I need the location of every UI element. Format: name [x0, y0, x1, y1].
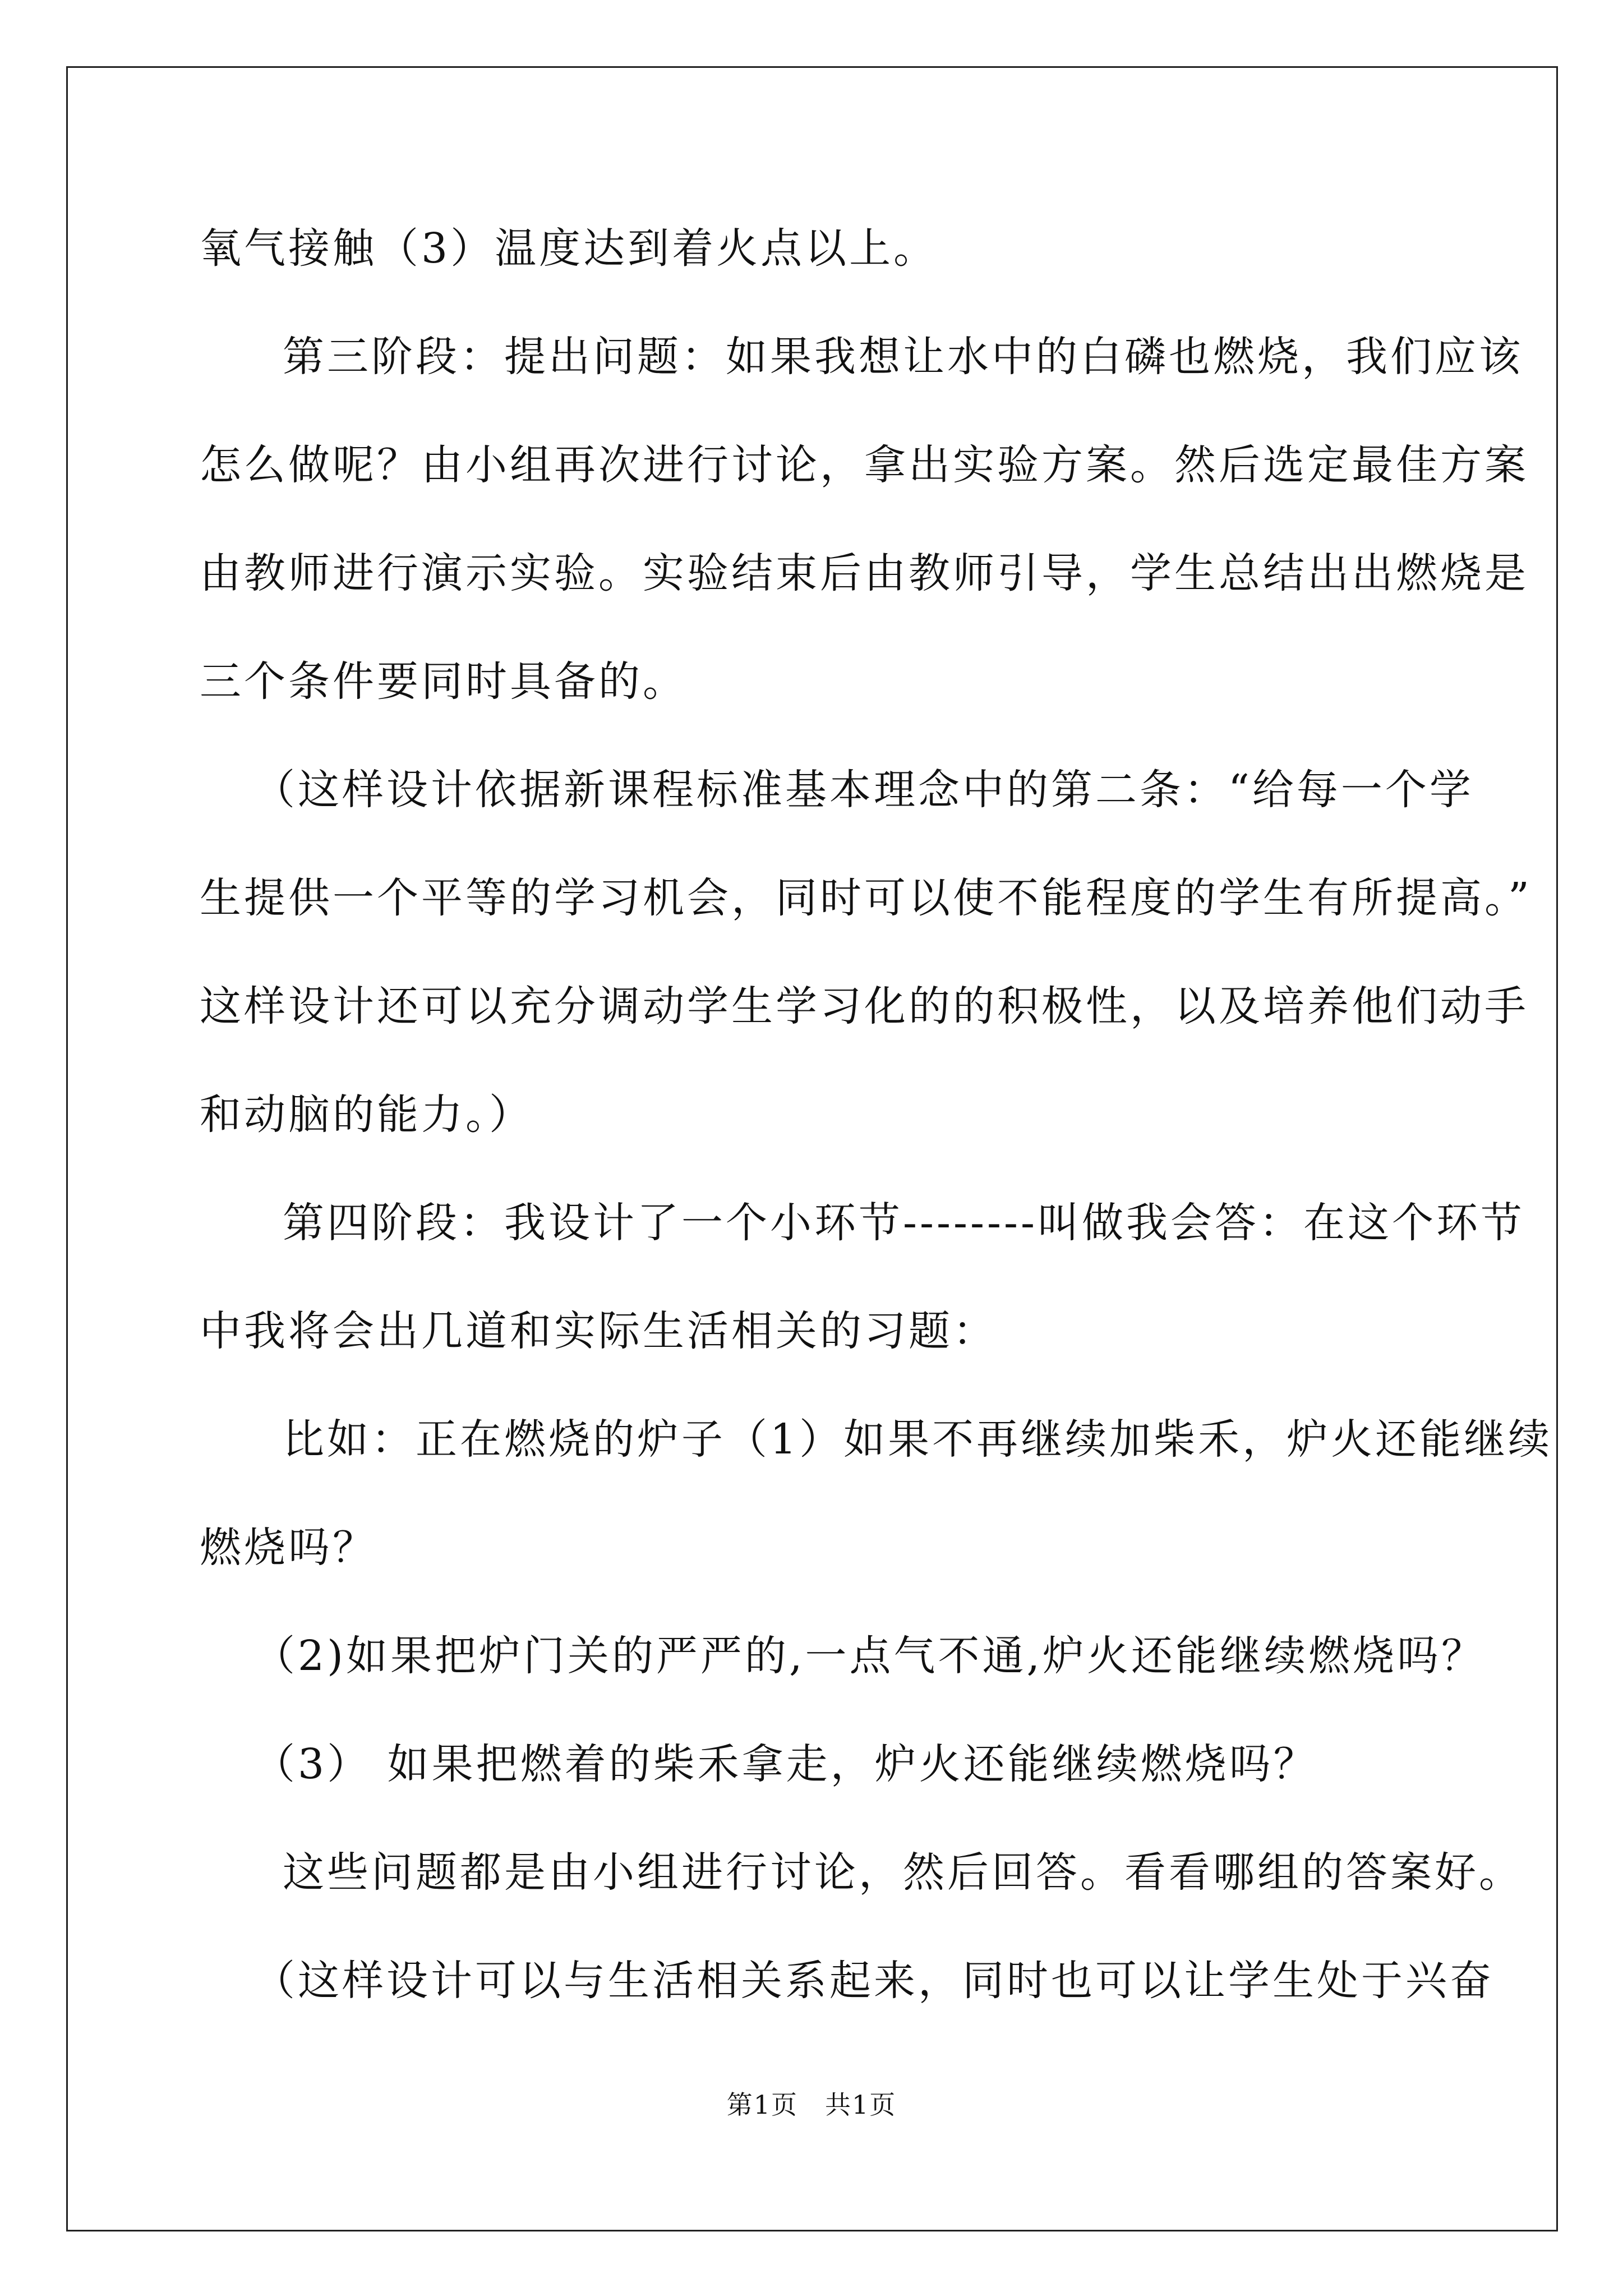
page-border: [66, 66, 1558, 2231]
text-line: 第四阶段：我设计了一个小环节--------叫做我会答：在这个环节: [283, 1199, 1525, 1247]
text-line: （这样设计依据新课程标准基本理念中的第二条：“给每一个学: [253, 766, 1474, 814]
text-line: 第三阶段：提出问题：如果我想让水中的白磷也燃烧，我们应该: [283, 333, 1523, 381]
text-line: 由教师进行演示实验。实验结束后由教师引导，学生总结出出燃烧是: [200, 549, 1529, 597]
text-line: 这样设计还可以充分调动学生学习化的的积极性，以及培养他们动手: [200, 982, 1529, 1030]
text-line: 和动脑的能力。）: [200, 1091, 533, 1139]
page-number-footer: 第1页 共1页: [726, 2090, 897, 2120]
text-line: 比如：正在燃烧的炉子（1）如果不再继续加柴禾，炉火还能继续: [283, 1415, 1553, 1464]
text-line: 中我将会出几道和实际生活相关的习题：: [200, 1307, 997, 1355]
text-line: （2)如果把炉门关的严严的,一点气不通,炉火还能继续燃烧吗？: [253, 1632, 1486, 1680]
text-line: 怎么做呢？由小组再次进行讨论，拿出实验方案。然后选定最佳方案: [200, 441, 1529, 489]
text-line: 三个条件要同时具备的。: [200, 657, 687, 706]
text-line: 氧气接触（3）温度达到着火点以上。: [200, 224, 938, 273]
text-line: 生提供一个平等的学习机会，同时可以使不能程度的学生有所提高。”: [200, 874, 1532, 922]
text-line: 这些问题都是由小组进行讨论，然后回答。看看哪组的答案好。: [283, 1848, 1523, 1897]
text-line: 燃烧吗？: [200, 1524, 377, 1572]
text-line: （这样设计可以与生活相关系起来，同时也可以让学生处于兴奋: [253, 1957, 1494, 2005]
text-line: （3） 如果把燃着的柴禾拿走，炉火还能继续燃烧吗？: [253, 1740, 1318, 1788]
